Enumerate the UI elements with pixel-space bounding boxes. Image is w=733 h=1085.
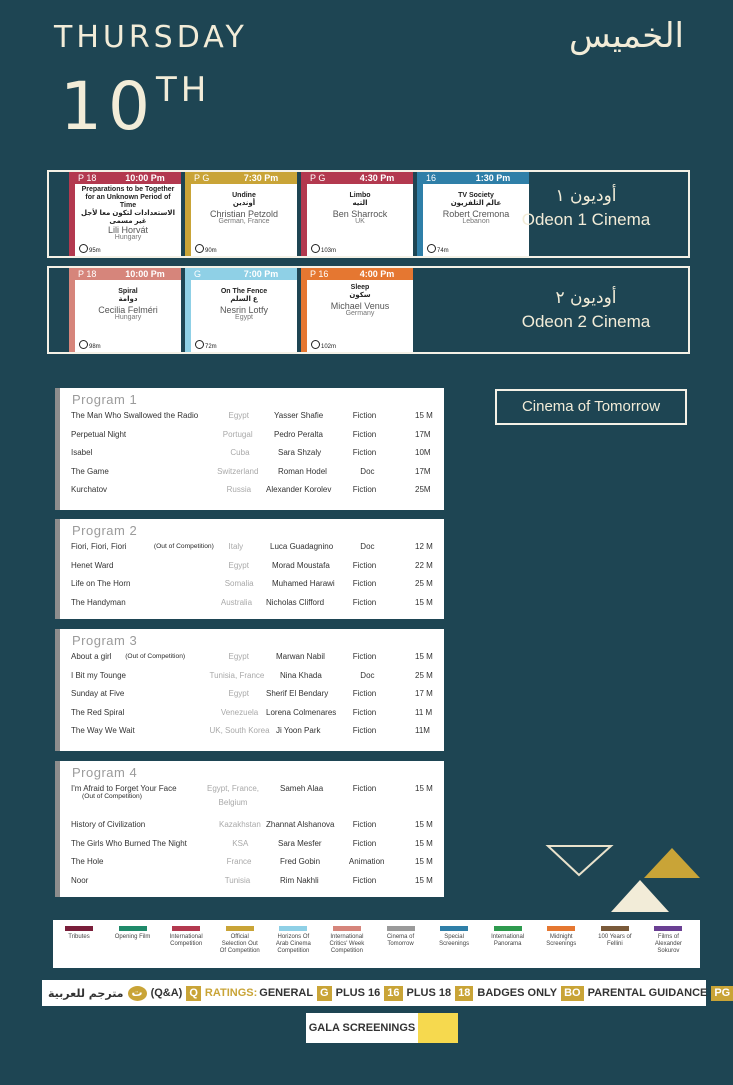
film-type: Fiction [352,560,377,570]
screening-time: 10:00 Pm [125,269,165,279]
program-film-row[interactable] [60,853,444,872]
program-film-row[interactable] [60,481,444,500]
legend-item [593,926,637,948]
film-title: About a girl [71,652,112,661]
legend-label: International Critics' Week Competition [329,934,365,954]
legend-item [218,926,262,955]
film-type: Fiction [352,820,377,829]
film-director: Marwan Nabil [276,652,325,661]
program-title: Program 1 [72,392,138,407]
film-country: Italy [228,542,244,551]
legend-swatch [654,926,682,931]
date-heading [60,68,210,145]
film-length: 22 M [415,560,433,570]
film-duration: 74m [427,244,449,254]
film-title: The Hole [71,857,104,866]
ratings-bar [42,980,731,1006]
film-director: Fred Gobin [280,857,321,866]
program-film-row[interactable] [60,407,444,426]
film-title: Limbo [349,192,371,199]
program-block [55,629,444,751]
legend-label: International Panorama [491,934,525,947]
film-director: Roman Hodel [278,466,327,476]
plus16-badge: 16 [384,986,402,1001]
film-card-header [307,172,413,184]
film-length: 11 M [415,707,433,717]
gala-color-swatch [418,1013,458,1043]
date-suffix: TH [155,70,211,110]
cream-triangle-icon [609,878,671,914]
qa-label: (Q&A) [150,987,183,999]
film-director: Yasser Shafie [274,411,324,420]
film-title: The Red Spiral [71,707,125,717]
film-title: The Way We Wait [71,726,135,735]
film-title: The Game [71,466,109,476]
film-director: Nesrin Lotfy [219,305,269,315]
film-country: German, France [218,218,270,225]
film-title-arabic: دوامة [118,296,138,303]
film-director: Christian Petzold [209,209,279,219]
film-country: Somalia [224,579,254,588]
program-block [55,761,444,897]
program-film-row[interactable] [60,444,444,463]
film-length: 15 M [415,838,433,848]
film-country: UK, South Korea [209,726,270,735]
out-of-competition-note: (Out of Competition) [82,793,142,800]
film-type: Fiction [352,448,377,457]
film-type: Fiction [352,411,377,420]
category-legend [53,920,700,968]
film-card-header [75,172,181,184]
program-film-row[interactable] [60,648,444,667]
film-card-header [191,268,297,280]
film-country: France [226,857,252,866]
film-length: 15 M [415,820,433,829]
screening-time: 4:00 Pm [359,269,395,279]
film-director: Sherif El Bendary [266,689,329,698]
legend-swatch [601,926,629,931]
film-title-arabic: سكون [349,292,371,299]
badges-only-badge: BO [561,986,584,1001]
film-title: Spiral [118,288,138,295]
film-card-header [191,172,297,184]
film-length: 25 M [415,670,433,680]
screening-time: 7:30 Pm [243,173,279,183]
legend-label: Horizons Of Arab Cinema Competition [275,934,311,954]
program-film-row[interactable] [60,575,444,594]
legend-item [325,926,369,955]
film-country: Cuba [230,448,250,457]
film-country: Tunisia [224,875,251,885]
film-director: Michael Venus [330,301,390,311]
legend-item [539,926,583,948]
gala-screenings-key [306,1013,458,1043]
legend-label: Films of Alexander Sokurov [654,934,682,954]
legend-item [379,926,423,948]
film-country: Kazakhstan [219,820,261,829]
film-card[interactable] [69,172,181,256]
film-duration: 90m [195,244,217,254]
film-director: Ji Yoon Park [276,726,321,735]
film-title-arabic: أوندين [232,200,256,207]
rating-badge: P 18 [78,173,97,183]
legend-label: Opening Film [114,934,151,940]
legend-label: Official Selection Out Of Competition [219,934,260,954]
film-country: Egypt [228,652,249,661]
film-director: Sara Mesfer [278,838,322,848]
program-film-row[interactable] [60,685,444,704]
program-film-row[interactable] [60,463,444,482]
film-title: Life on The Horn [71,579,131,588]
film-length: 11M [415,726,430,735]
rating-badge: 16 [426,173,437,183]
legend-swatch [333,926,361,931]
legend-item [486,926,530,948]
film-type: Animation [348,857,385,866]
film-duration: 95m [79,244,101,254]
film-director: Pedro Peralta [274,429,323,439]
legend-label: Special Screenings [439,934,470,947]
film-card[interactable] [185,172,297,256]
film-director: Cecilia Felméri [98,305,158,315]
film-type: Fiction [352,429,377,439]
film-director: Zhannat Alshanova [266,820,335,829]
film-duration: 72m [195,340,217,350]
cinema-name: Odeon 2 Cinema [521,312,651,331]
film-length: 25 M [415,579,433,588]
cinema-name: Odeon 1 Cinema [521,210,651,229]
film-type: Doc [360,466,375,476]
legend-swatch [226,926,254,931]
date-number: 10 [60,68,156,145]
film-length: 17 M [415,689,433,698]
film-length: 17M [415,466,431,476]
program-film-row[interactable] [60,816,444,835]
film-director: Muhamed Harawi [272,579,335,588]
film-director: Lili Horvát [107,225,148,235]
film-country: Portugal [222,429,253,439]
film-type: Fiction [352,726,377,735]
film-length: 10M [415,448,431,457]
film-country: Tunisia, France [209,670,265,680]
gold-triangle-icon [642,846,702,880]
legend-swatch [65,926,93,931]
cinema-name-arabic: أوديون ٢ [555,288,617,308]
film-length: 15 M [415,857,433,866]
program-block [55,519,444,619]
legend-item [111,926,155,941]
film-country: Australia [220,597,253,607]
film-type: Fiction [352,875,377,885]
film-country: Switzerland [217,466,259,476]
film-director: Sameh Alaa [280,784,324,793]
film-title: I'm Afraid to Forget Your Face [71,784,177,793]
program-film-row[interactable] [60,722,444,741]
cinema-of-tomorrow-label: Cinema of Tomorrow [495,389,687,425]
odeon1-label [506,186,666,230]
legend-label: Tributes [68,934,90,940]
legend-swatch [494,926,522,931]
screening-time: 1:30 Pm [475,173,511,183]
film-title-arabic: عالم التلفزيون [450,200,502,207]
legend-swatch [440,926,468,931]
film-title: The Man Who Swallowed the Radio [71,411,199,420]
film-title: Perpetual Night [71,429,127,439]
film-duration: 103m [311,244,336,254]
film-title-arabic: ع السلم [230,296,258,303]
rating-badge: P 18 [78,269,97,279]
film-country: Egypt [228,411,249,420]
rating-badge: P G [310,173,326,183]
legend-item [432,926,476,948]
day-heading: THURSDAY [54,20,248,55]
film-title: TV Society [458,192,494,199]
film-length: 15 M [415,784,433,793]
film-country: Egypt [228,560,249,570]
film-country: Hungary [114,314,142,321]
film-title: Kurchatov [71,485,108,494]
odeon1-schedule-row [47,170,690,258]
program-film-row[interactable] [60,426,444,445]
film-card-header [307,268,413,280]
program-film-row[interactable] [60,835,444,854]
film-country: Egypt [235,314,253,321]
film-type: Fiction [352,485,377,494]
legend-label: International Competition [169,934,203,947]
film-length: 12 M [415,542,433,551]
gala-screenings-label: GALA SCREENINGS [308,1022,416,1034]
out-of-competition-note: (Out of Competition) [153,543,214,550]
film-type: Fiction [352,597,377,607]
film-length: 25M [415,485,431,494]
film-type: Fiction [352,579,377,588]
film-director: Luca Guadagnino [270,542,334,551]
film-title: Noor [71,875,89,885]
film-title: I Bit my Tounge [71,670,126,680]
legend-label: 100 Years of Fellini [598,934,632,947]
film-title: On The Fence [220,288,268,295]
plus16-label: PLUS 16 [335,987,381,999]
film-card-header [423,172,529,184]
screening-time: 7:00 Pm [243,269,279,279]
film-type: Fiction [352,784,377,793]
film-title: Isabel [71,448,93,457]
film-type: Fiction [352,652,377,661]
legend-swatch [119,926,147,931]
program-film-row[interactable] [60,872,444,891]
film-type: Fiction [352,689,377,698]
legend-item [271,926,315,955]
cinema-name-arabic: أوديون ١ [555,186,617,206]
legend-swatch [172,926,200,931]
plus18-label: PLUS 18 [406,987,452,999]
arabic-subtitles-label: مترجم للعربية [48,986,124,1000]
film-title: The Girls Who Burned The Night [71,838,187,848]
film-title-arabic: التيه [352,200,368,207]
film-country: Russia [226,485,252,494]
plus18-badge: 18 [455,986,473,1001]
film-title: Sleep [350,284,370,291]
film-card-header [75,268,181,280]
ratings-label: RATINGS: [204,987,258,999]
film-director: Nina Khada [280,670,322,680]
out-of-competition-note: (Out of Competition) [125,653,186,660]
film-director: Alexander Korolev [266,485,332,494]
program-film-row[interactable] [60,557,444,576]
film-country: Lebanon [462,218,490,225]
legend-swatch [279,926,307,931]
film-type: Doc [360,670,375,680]
day-heading-arabic: الخميس [568,16,684,56]
badges-only-label: BADGES ONLY [477,987,558,999]
film-country: KSA [232,838,249,848]
film-card[interactable] [185,268,297,352]
film-title: History of Civilization [71,820,146,829]
qa-badge: Q [186,986,201,1001]
parental-guidance-label: PARENTAL GUIDANCE [587,987,708,999]
film-card[interactable] [301,268,413,352]
film-country: Venezuela [220,707,259,717]
legend-label: Midnight Screenings [546,934,577,947]
rating-badge: P 16 [310,269,329,279]
general-label: GENERAL [259,987,314,999]
program-film-row[interactable] [60,780,444,816]
program-film-row[interactable] [60,704,444,723]
film-length: 15 M [415,875,433,885]
film-length: 17M [415,429,431,439]
program-title: Program 3 [72,633,138,648]
film-title-arabic: الاستعدادات لتكون معا لأجل غير مسمى [81,210,175,225]
film-title: Henet Ward [71,560,114,570]
legend-swatch [547,926,575,931]
film-director: Sara Shzaly [278,448,322,457]
film-director: Nicholas Clifford [266,597,325,607]
film-card[interactable] [69,268,181,352]
program-title: Program 4 [72,765,138,780]
rating-badge: P G [194,173,210,183]
legend-item [646,926,690,955]
film-title: Fiori, Fiori, Fiori [71,542,127,551]
screening-time: 4:30 Pm [359,173,395,183]
film-duration: 102m [311,340,336,350]
film-country: Egypt, France, Belgium [206,784,260,807]
film-length: 15 M [415,597,433,607]
arabic-subtitle-icon: ت [128,986,147,1001]
film-director: Rim Nakhli [280,875,319,885]
film-length: 15 M [415,411,433,420]
film-country: Hungary [114,234,142,241]
legend-swatch [387,926,415,931]
rating-badge: G [194,269,202,279]
program-title: Program 2 [72,523,138,538]
outline-triangle-icon [545,843,615,879]
film-duration: 98m [79,340,101,350]
film-director: Robert Cremona [442,209,510,219]
film-card[interactable] [301,172,413,256]
screening-time: 10:00 Pm [125,173,165,183]
film-director: Ben Sharrock [332,209,388,219]
legend-item [164,926,208,948]
film-title: Sunday at Five [71,689,125,698]
odeon2-label [506,288,666,332]
film-country: Germany [345,310,375,317]
film-type: Fiction [352,838,377,848]
parental-guidance-badge: PG [711,986,733,1001]
film-director: Morad Moustafa [272,560,330,570]
program-film-row[interactable] [60,594,444,613]
film-title: Undine [232,192,256,199]
film-country: Egypt [228,689,249,698]
film-length: 15 M [415,652,433,661]
film-title: Preparations to be Together for an Unknown Period of Time [81,186,175,209]
odeon2-schedule-row [47,266,690,354]
film-director: Lorena Colmenares [266,707,337,717]
film-type: Fiction [352,707,377,717]
film-title: The Handyman [71,597,126,607]
program-block [55,388,444,510]
legend-item [57,926,101,941]
program-film-row[interactable] [60,667,444,686]
general-badge: G [317,986,332,1001]
film-country: UK [355,218,365,225]
legend-label: Cinema of Tomorrow [386,934,415,947]
program-film-row[interactable] [60,538,444,557]
film-type: Doc [360,542,375,551]
